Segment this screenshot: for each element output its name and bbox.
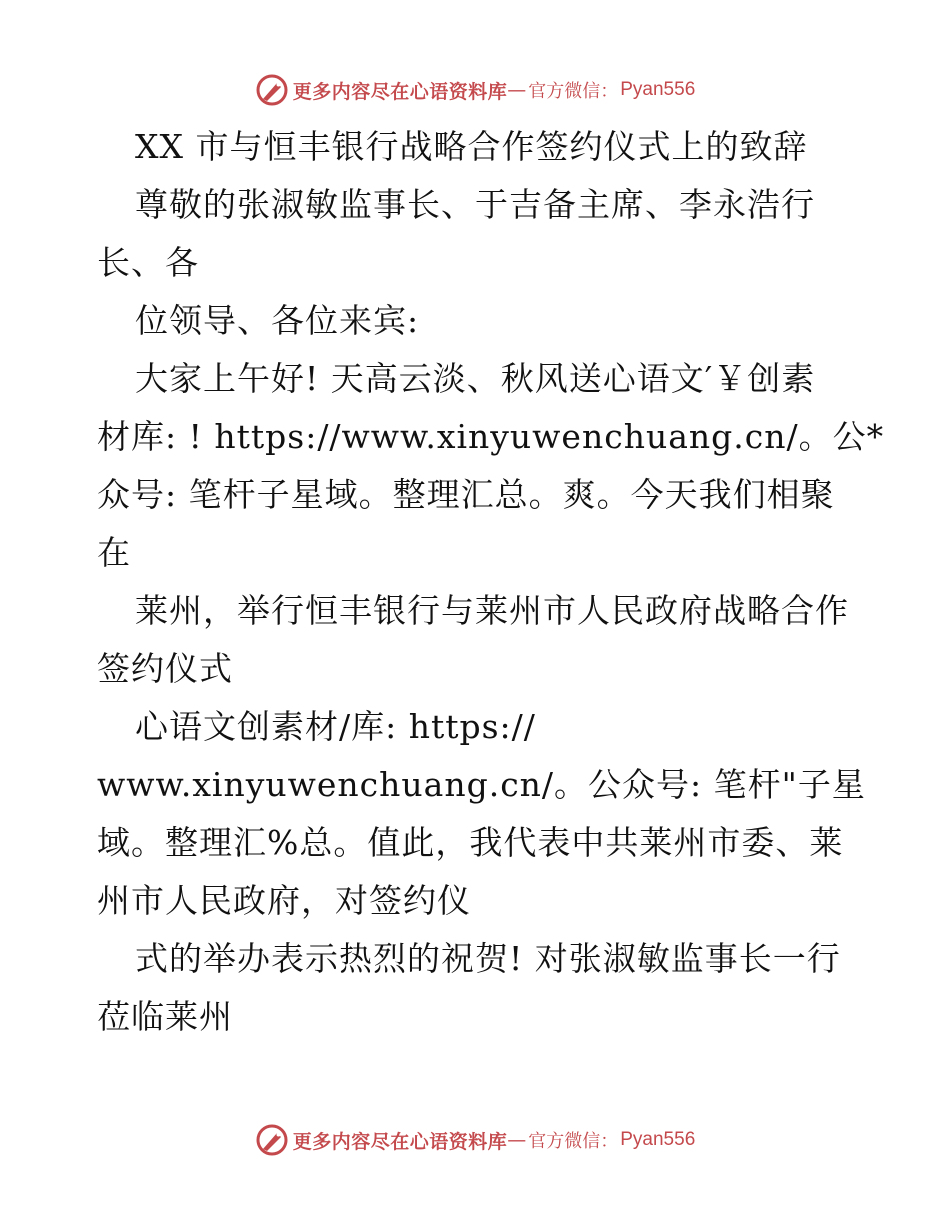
text-line: 位领导、各位来宾: [135, 301, 420, 340]
text-line: 莅临莱州 [97, 997, 233, 1036]
banner-wechat-id: Pyan556 [620, 79, 696, 100]
banner-dash: — [507, 79, 527, 101]
text-line: www.xinyuwenchuang.cn/。公众号: 笔杆"子星 [97, 765, 866, 804]
text-line: 域。整理汇%总。值此，我代表中共莱州市委、莱 [97, 823, 844, 862]
pen-logo-icon [255, 73, 289, 107]
banner-main-text: 更多内容尽在心语资料库 [292, 1130, 508, 1153]
text-line: 签约仪式 [97, 649, 233, 688]
banner-dash: — [507, 1129, 527, 1151]
text-line: 尊敬的张淑敏监事长、于吉备主席、李永浩行 [135, 185, 815, 224]
text-line: 心语文创素材/库: https:// [135, 707, 536, 746]
footer-banner [0, 1120, 950, 1160]
text-line: 在 [97, 533, 131, 572]
text-line: 众号: 笔杆子星域。整理汇总。爽。今天我们相聚 [97, 475, 835, 514]
banner-main-text: 更多内容尽在心语资料库 [292, 80, 508, 103]
banner-wechat-id: Pyan556 [620, 1129, 696, 1150]
text-line: 材库: ! https://www.xinyuwenchuang.cn/。公* [97, 417, 885, 456]
text-line: 莱州，举行恒丰银行与莱州市人民政府战略合作 [135, 591, 849, 630]
pen-logo-icon [255, 1123, 289, 1157]
text-line: 长、各 [97, 243, 199, 282]
banner-wechat-label: 官方微信： [528, 1131, 619, 1152]
text-line: 州市人民政府，对签约仪 [97, 881, 471, 920]
header-banner [0, 70, 950, 110]
banner-wechat-label: 官方微信： [528, 81, 619, 102]
document-title: XX 市与恒丰银行战略合作签约仪式上的致辞 [135, 127, 808, 166]
text-line: 式的举办表示热烈的祝贺! 对张淑敏监事长一行 [135, 939, 841, 978]
text-line: 大家上午好! 天高云淡、秋风送心语文′￥创素 [135, 359, 816, 398]
